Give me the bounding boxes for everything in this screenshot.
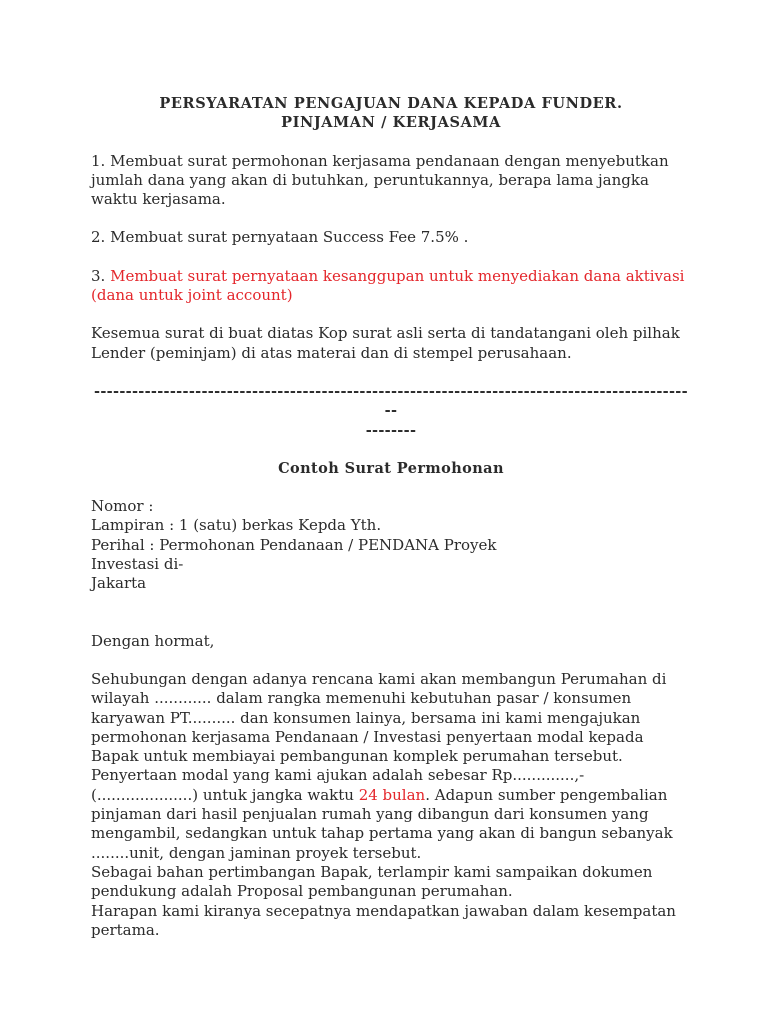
jakarta-line: Jakarta bbox=[91, 574, 147, 593]
requirement-3 bbox=[91, 267, 691, 306]
requirement-3-text: Membuat surat pernyataan kesanggupan untuk menyediakan dana aktivasi (dana untuk joint account) bbox=[91, 266, 685, 305]
requirement-3-number: 3. bbox=[91, 266, 111, 285]
letter-header bbox=[91, 497, 691, 593]
section-divider bbox=[91, 382, 691, 440]
divider-line-1: ------------------------------------------------------------------------------------------------ bbox=[94, 382, 688, 420]
requirement-1: 1. Membuat surat permohonan kerjasama pendanaan dengan menyebutkan jumlah dana yang akan di butuhkan, peruntukannya, berapa lama jangka waktu kerjasama. bbox=[91, 151, 669, 209]
salutation: Dengan hormat, bbox=[91, 631, 215, 650]
loan-term-highlight: 24 bulan bbox=[358, 785, 426, 804]
letter-paragraph-3: Sebagai bahan pertimbangan Bapak, terlampir kami sampaikan dokumen pendukung adalah Proposal pembangunan perumahan. bbox=[91, 862, 653, 901]
title-line-2: PINJAMAN / KERJASAMA bbox=[281, 114, 501, 132]
perihal-line: Perihal : Permohonan Pendanaan / PENDANA Proyek bbox=[91, 535, 497, 554]
title-line-1: PERSYARATAN PENGAJUAN DANA KEPADA FUNDER. bbox=[159, 95, 623, 112]
letter-paragraph-4: Harapan kami kiranya secepatnya mendapatkan jawaban dalam kesempatan pertama. bbox=[91, 901, 676, 939]
document-title bbox=[91, 94, 691, 133]
lampiran-line: Lampiran : 1 (satu) berkas Kepda Yth. bbox=[91, 516, 382, 535]
requirement-2: 2. Membuat surat pernyataan Success Fee 7.5% . bbox=[91, 228, 469, 247]
nomor-line: Nomor : bbox=[91, 497, 154, 516]
document-body bbox=[91, 94, 691, 940]
paragraph-2-end: . Adapun sumber pengembalian pinjaman dari hasil penjualan rumah yang dibangun dari konsumen yang mengambil, sedangkan untuk tahap pertama yang akan di bangun sebanyak ........unit, dengan jaminan proyek tersebut. bbox=[91, 785, 673, 862]
divider-line-2: -------- bbox=[365, 421, 417, 439]
signature-note: Kesemua surat di buat diatas Kop surat asli serta di tandatangani oleh pilhak Lender (peminjam) di atas materai dan di stempel perusahaan. bbox=[91, 324, 680, 362]
letter-paragraph-1: Sehubungan dengan adanya rencana kami akan membangun Perumahan di wilayah ............ dalam rangka memenuhi kebutuhan pasar / konsumen karyawan PT.......... dan konsumen lainya, bersama ini kami mengajukan permohonan kerjasama Pendanaan / Investasi penyertaan modal kepada Bapak untuk membiayai pembangunan komplek perumahan tersebut. bbox=[91, 669, 667, 766]
paragraph-2-start: Penyertaan modal yang kami ajukan adalah sebesar Rp.............,- (....................) untuk jangka waktu bbox=[91, 766, 585, 804]
letter-paragraph-2 bbox=[91, 766, 691, 862]
investasi-line: Investasi di- bbox=[91, 555, 184, 574]
example-title: Contoh Surat Permohonan bbox=[278, 459, 504, 477]
